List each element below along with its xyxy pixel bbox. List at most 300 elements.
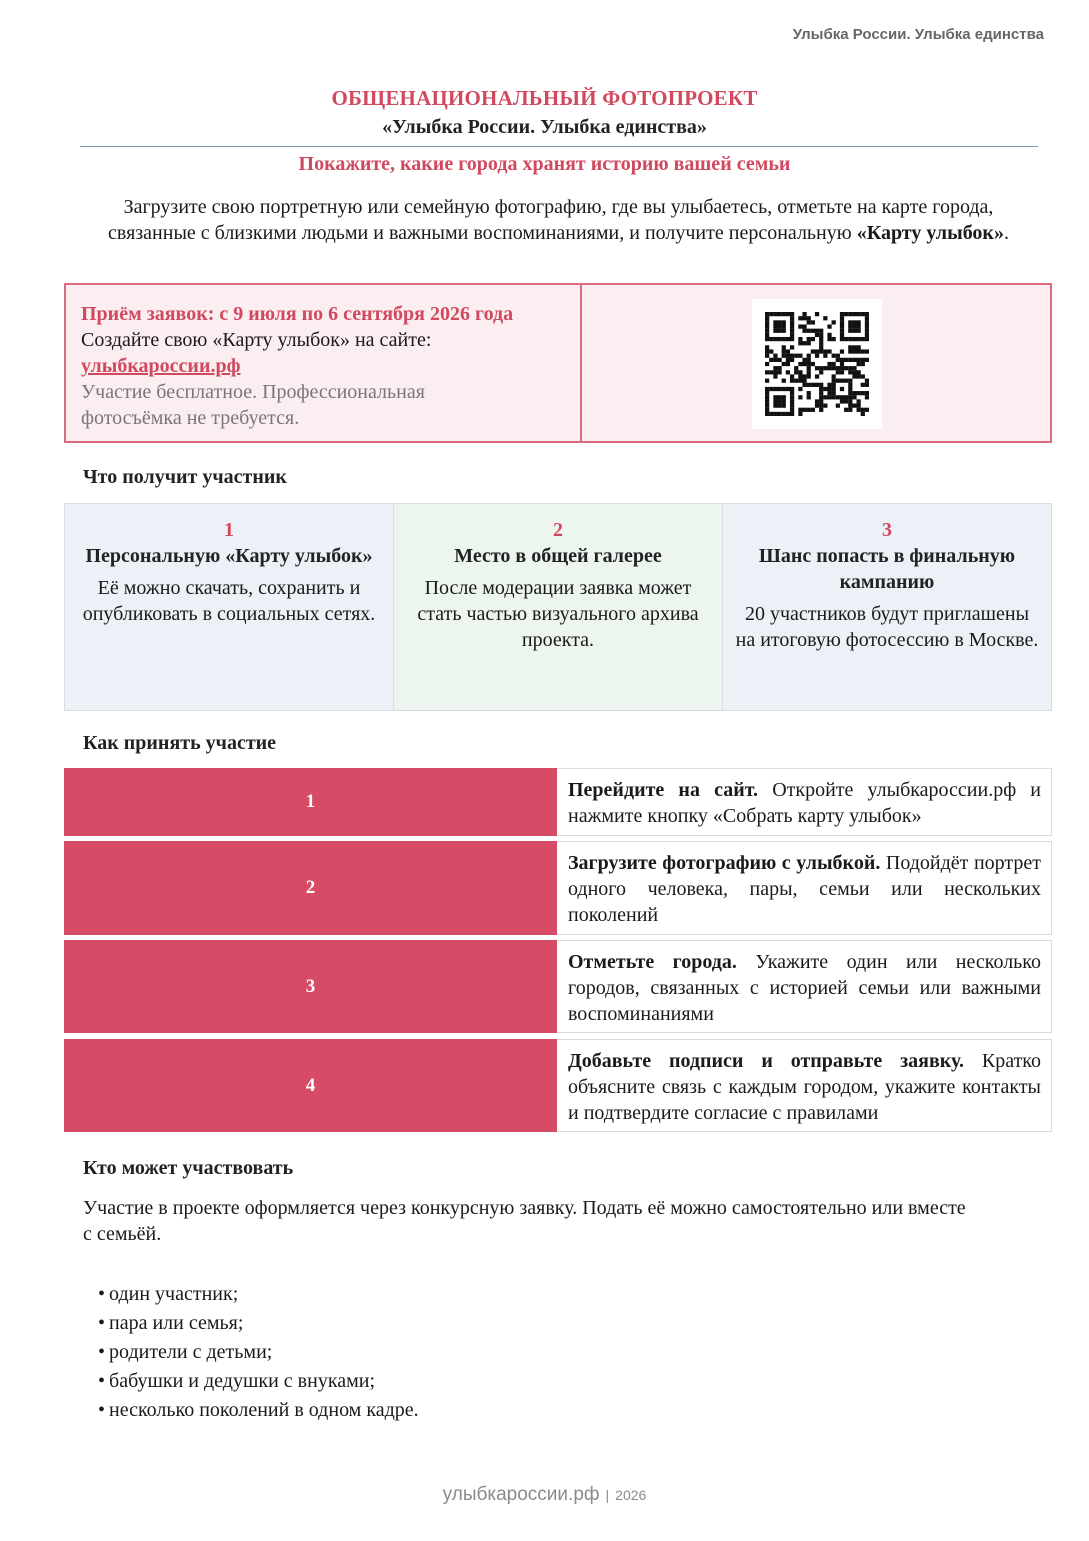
qr-module xyxy=(773,404,777,408)
qr-module xyxy=(836,370,840,374)
qr-module xyxy=(840,399,844,403)
step-text xyxy=(557,841,1052,935)
qr-module xyxy=(807,374,811,378)
qr-module xyxy=(865,337,869,341)
qr-module xyxy=(852,391,856,395)
qr-module xyxy=(802,312,806,316)
qr-module xyxy=(765,379,769,383)
qr-module xyxy=(786,412,790,416)
benefit-title: Место в общей галерее xyxy=(454,545,662,567)
step-title: Перейдите на сайт. xyxy=(568,779,759,801)
qr-module xyxy=(777,395,781,399)
qr-module xyxy=(844,312,848,316)
qr-module xyxy=(777,320,781,324)
qr-module xyxy=(827,383,831,387)
list-item: • один участник; xyxy=(98,1280,419,1309)
qr-module xyxy=(840,358,844,362)
qr-module xyxy=(844,358,848,362)
qr-module xyxy=(807,383,811,387)
qr-module xyxy=(832,379,836,383)
qr-module xyxy=(836,354,840,358)
qr-module xyxy=(798,316,802,320)
qr-module xyxy=(765,349,769,353)
qr-module xyxy=(802,329,806,333)
step-number: 4 xyxy=(64,1039,557,1132)
qr-module xyxy=(777,312,781,316)
qr-module xyxy=(852,345,856,349)
qr-module xyxy=(782,399,786,403)
site-link[interactable]: улыбкароссии.рф xyxy=(81,355,241,377)
qr-module xyxy=(823,349,827,353)
qr-module xyxy=(865,333,869,337)
qr-code[interactable] xyxy=(752,299,882,429)
qr-module xyxy=(827,395,831,399)
qr-module xyxy=(819,329,823,333)
qr-module xyxy=(790,404,794,408)
qr-module xyxy=(861,412,865,416)
qr-module xyxy=(832,391,836,395)
qr-module xyxy=(765,320,769,324)
benefit-number: 2 xyxy=(553,519,563,541)
qr-module xyxy=(769,349,773,353)
qr-module xyxy=(861,362,865,366)
step-title: Отметьте города. xyxy=(568,951,737,973)
qr-module xyxy=(852,349,856,353)
qr-module xyxy=(773,358,777,362)
footer-site[interactable]: улыбкароссии.рф xyxy=(442,1484,600,1505)
qr-module xyxy=(819,391,823,395)
qr-module xyxy=(815,399,819,403)
qr-module xyxy=(807,395,811,399)
list-item: • бабушки и дедушки с внуками; xyxy=(98,1367,419,1396)
qr-module xyxy=(852,320,856,324)
qr-module xyxy=(773,329,777,333)
qr-module xyxy=(857,404,861,408)
qr-module xyxy=(777,337,781,341)
benefit-text xyxy=(733,601,1041,653)
qr-module xyxy=(790,354,794,358)
qr-module xyxy=(819,399,823,403)
qr-module xyxy=(815,312,819,316)
qr-module xyxy=(782,337,786,341)
qr-module xyxy=(802,374,806,378)
qr-module xyxy=(827,391,831,395)
qr-module xyxy=(790,337,794,341)
qr-module xyxy=(840,395,844,399)
qr-module xyxy=(852,337,856,341)
qr-module xyxy=(765,329,769,333)
qr-module xyxy=(802,383,806,387)
qr-module xyxy=(852,374,856,378)
qr-module xyxy=(790,412,794,416)
qr-module xyxy=(840,370,844,374)
qr-module xyxy=(769,387,773,391)
qr-module xyxy=(798,362,802,366)
qr-module xyxy=(765,412,769,416)
qr-module xyxy=(865,324,869,328)
qr-module xyxy=(782,404,786,408)
qr-module xyxy=(823,354,827,358)
qr-module xyxy=(844,399,848,403)
qr-module xyxy=(844,337,848,341)
qr-module xyxy=(790,387,794,391)
qr-module xyxy=(790,408,794,412)
qr-module xyxy=(819,333,823,337)
qr-module xyxy=(790,312,794,316)
qr-module xyxy=(836,379,840,383)
qr-module xyxy=(857,345,861,349)
qr-module xyxy=(827,324,831,328)
qr-module xyxy=(807,341,811,345)
qr-module xyxy=(769,312,773,316)
qr-module xyxy=(777,399,781,403)
who-text-line: Участие в проекте оформляется через конкурсную заявку. Подать её можно самостоятельно или вместе xyxy=(83,1197,966,1219)
qr-module xyxy=(840,337,844,341)
qr-module xyxy=(832,320,836,324)
qr-module xyxy=(798,395,802,399)
step-row xyxy=(64,841,1052,935)
qr-module xyxy=(790,320,794,324)
qr-module xyxy=(777,404,781,408)
qr-module xyxy=(852,324,856,328)
qr-module xyxy=(836,404,840,408)
qr-module xyxy=(840,320,844,324)
benefit-card xyxy=(723,504,1051,710)
qr-module xyxy=(773,320,777,324)
qr-module xyxy=(832,387,836,391)
qr-module xyxy=(827,387,831,391)
qr-module xyxy=(765,404,769,408)
qr-module xyxy=(773,366,777,370)
qr-module xyxy=(798,337,802,341)
benefit-card xyxy=(65,504,394,710)
qr-module xyxy=(786,362,790,366)
qr-module xyxy=(773,312,777,316)
qr-module xyxy=(861,358,865,362)
step-description: Откройте улыбкароссии.рф и нажмите кнопку «Собрать карту улыбок» xyxy=(568,779,1042,827)
note-text: Участие бесплатное. Профессиональная фотосъёмка не требуется. xyxy=(81,381,425,429)
qr-module xyxy=(782,387,786,391)
qr-module xyxy=(773,387,777,391)
qr-module xyxy=(790,391,794,395)
qr-module xyxy=(857,312,861,316)
qr-module xyxy=(794,354,798,358)
qr-module xyxy=(815,349,819,353)
qr-module xyxy=(844,395,848,399)
qr-module xyxy=(852,395,856,399)
step-description: Подойдёт портрет одного человека, пары, семьи или нескольких поколений xyxy=(568,852,1041,926)
qr-module xyxy=(790,399,794,403)
qr-module xyxy=(798,374,802,378)
qr-module xyxy=(802,408,806,412)
qr-module xyxy=(777,366,781,370)
qr-module xyxy=(848,404,852,408)
qr-module xyxy=(819,408,823,412)
qr-module xyxy=(802,324,806,328)
qr-module xyxy=(827,349,831,353)
footer-year: 2026 xyxy=(615,1487,647,1503)
qr-module xyxy=(765,337,769,341)
qr-module xyxy=(836,358,840,362)
page-subtitle: «Улыбка России. Улыбка единства» xyxy=(382,116,707,138)
qr-module xyxy=(765,345,769,349)
qr-module xyxy=(865,320,869,324)
qr-module xyxy=(848,366,852,370)
qr-module xyxy=(786,312,790,316)
steps-heading: Как принять участие xyxy=(83,732,277,754)
qr-module xyxy=(769,412,773,416)
step-text xyxy=(557,1039,1052,1132)
qr-module xyxy=(848,391,852,395)
qr-module xyxy=(790,333,794,337)
qr-module xyxy=(827,366,831,370)
qr-module xyxy=(790,316,794,320)
qr-module xyxy=(765,324,769,328)
info-box xyxy=(64,283,1052,443)
qr-module xyxy=(819,387,823,391)
info-text-cell xyxy=(66,285,582,441)
qr-module xyxy=(848,358,852,362)
qr-module xyxy=(773,374,777,378)
qr-module xyxy=(811,383,815,387)
qr-module xyxy=(844,379,848,383)
page-title: ОБЩЕНАЦИОНАЛЬНЫЙ ФОТОПРОЕКТ xyxy=(331,86,758,110)
step-number: 3 xyxy=(64,940,557,1033)
who-list xyxy=(98,1280,419,1425)
list-item: • пара или семья; xyxy=(98,1309,419,1338)
qr-module xyxy=(782,395,786,399)
qr-module xyxy=(802,379,806,383)
qr-module xyxy=(773,324,777,328)
qr-module xyxy=(782,312,786,316)
qr-module xyxy=(794,379,798,383)
who-paragraph xyxy=(83,1195,1038,1247)
qr-module xyxy=(857,408,861,412)
qr-module xyxy=(848,408,852,412)
qr-module xyxy=(782,354,786,358)
qr-module xyxy=(807,316,811,320)
qr-module xyxy=(848,329,852,333)
qr-module xyxy=(773,399,777,403)
intro-end: . xyxy=(1003,222,1009,244)
qr-module xyxy=(811,329,815,333)
qr-module xyxy=(786,349,790,353)
qr-module xyxy=(790,345,794,349)
qr-module xyxy=(844,366,848,370)
qr-module xyxy=(790,329,794,333)
qr-module xyxy=(819,395,823,399)
qr-module xyxy=(765,408,769,412)
qr-module xyxy=(765,387,769,391)
who-heading: Кто может участвовать xyxy=(83,1157,294,1179)
qr-module xyxy=(865,408,869,412)
qr-module xyxy=(798,341,802,345)
qr-module xyxy=(765,395,769,399)
qr-module xyxy=(790,324,794,328)
qr-module xyxy=(807,320,811,324)
qr-module xyxy=(865,395,869,399)
qr-module xyxy=(815,404,819,408)
step-description: Кратко объясните связь с каждым городом, укажите контакты и подтвердите согласие с правилами xyxy=(568,1050,1042,1124)
qr-module xyxy=(819,345,823,349)
step-description: Укажите один или несколько городов, связанных с историей семьи или важными воспоминаниями xyxy=(568,951,1041,1025)
qr-module xyxy=(802,316,806,320)
deadline-text: Приём заявок: с 9 июля по 6 сентября 2026 года xyxy=(81,303,514,325)
header-divider xyxy=(80,146,1038,147)
qr-module xyxy=(848,399,852,403)
benefit-number: 1 xyxy=(224,519,234,541)
qr-module xyxy=(819,383,823,387)
qr-module xyxy=(861,337,865,341)
qr-module xyxy=(865,329,869,333)
intro-text: Загрузите свою портретную или семейную фотографию, где вы улыбаетесь, отметьте на карте города, связанные с близкими людьми и важными воспоминаниями, и получите персональную xyxy=(108,196,994,244)
qr-module xyxy=(794,366,798,370)
qr-module xyxy=(840,333,844,337)
intro-bold: «Карту улыбок» xyxy=(856,222,1004,244)
qr-module xyxy=(852,312,856,316)
qr-module xyxy=(857,320,861,324)
qr-module xyxy=(765,362,769,366)
qr-module xyxy=(832,383,836,387)
qr-module xyxy=(815,333,819,337)
qr-module xyxy=(769,337,773,341)
benefit-title: Шанс попасть в финальную кампанию xyxy=(758,545,1016,593)
qr-module xyxy=(815,383,819,387)
qr-module xyxy=(798,354,802,358)
qr-module xyxy=(773,395,777,399)
qr-module xyxy=(807,337,811,341)
qr-module xyxy=(848,383,852,387)
benefit-text-line: на итоговую фотосессию в Москве. xyxy=(735,629,1039,651)
qr-module xyxy=(786,337,790,341)
qr-module xyxy=(786,358,790,362)
qr-module xyxy=(865,379,869,383)
qr-module xyxy=(848,320,852,324)
qr-module xyxy=(819,337,823,341)
qr-module xyxy=(786,370,790,374)
tagline: Покажите, какие города хранят историю вашей семьи xyxy=(298,153,791,175)
qr-module xyxy=(827,333,831,337)
qr-module xyxy=(865,391,869,395)
qr-module xyxy=(777,329,781,333)
qr-module xyxy=(832,337,836,341)
qr-module xyxy=(857,374,861,378)
qr-module xyxy=(832,395,836,399)
qr-module xyxy=(861,349,865,353)
qr-module xyxy=(865,349,869,353)
qr-module xyxy=(782,329,786,333)
qr-module xyxy=(865,316,869,320)
qr-module xyxy=(852,370,856,374)
qr-module xyxy=(857,370,861,374)
qr-module xyxy=(798,379,802,383)
qr-module xyxy=(777,412,781,416)
qr-module xyxy=(782,379,786,383)
qr-module xyxy=(815,354,819,358)
step-number: 2 xyxy=(64,841,557,935)
qr-module xyxy=(782,345,786,349)
qr-module xyxy=(823,404,827,408)
qr-module xyxy=(857,337,861,341)
benefits-heading: Что получит участник xyxy=(83,466,287,488)
qr-module xyxy=(782,412,786,416)
qr-module xyxy=(823,366,827,370)
qr-module xyxy=(769,370,773,374)
qr-module xyxy=(861,374,865,378)
qr-module xyxy=(798,412,802,416)
qr-module xyxy=(823,387,827,391)
qr-module xyxy=(848,379,852,383)
qr-module xyxy=(840,324,844,328)
qr-module xyxy=(765,312,769,316)
qr-module xyxy=(848,395,852,399)
qr-code-icon xyxy=(765,312,869,416)
step-row xyxy=(64,1039,1052,1132)
step-text xyxy=(557,940,1052,1033)
qr-module xyxy=(777,358,781,362)
qr-module xyxy=(807,362,811,366)
qr-module xyxy=(786,387,790,391)
qr-module xyxy=(840,316,844,320)
qr-module xyxy=(802,362,806,366)
qr-module xyxy=(773,354,777,358)
qr-module xyxy=(848,324,852,328)
qr-module xyxy=(782,320,786,324)
step-title: Загрузите фотографию с улыбкой. xyxy=(568,852,881,874)
list-item: • несколько поколений в одном кадре. xyxy=(98,1396,419,1425)
who-text-line: с семьёй. xyxy=(83,1223,162,1245)
qr-module xyxy=(836,395,840,399)
qr-module xyxy=(861,383,865,387)
qr-module xyxy=(857,399,861,403)
qr-module xyxy=(857,324,861,328)
qr-module xyxy=(807,354,811,358)
qr-module xyxy=(794,370,798,374)
benefit-card xyxy=(394,504,723,710)
qr-module xyxy=(848,312,852,316)
qr-module xyxy=(861,312,865,316)
qr-module xyxy=(807,370,811,374)
qr-module xyxy=(790,374,794,378)
qr-module xyxy=(819,366,823,370)
qr-module xyxy=(811,349,815,353)
qr-module xyxy=(861,391,865,395)
benefit-text: Её можно скачать, сохранить и опубликовать в социальных сетях. xyxy=(82,577,376,625)
qr-module xyxy=(857,349,861,353)
benefits-grid xyxy=(64,503,1052,711)
qr-module xyxy=(840,349,844,353)
qr-module xyxy=(802,358,806,362)
qr-module xyxy=(773,370,777,374)
qr-module xyxy=(852,358,856,362)
qr-module xyxy=(807,391,811,395)
step-row xyxy=(64,940,1052,1033)
qr-module xyxy=(852,404,856,408)
qr-module xyxy=(782,349,786,353)
qr-module xyxy=(857,329,861,333)
qr-module xyxy=(865,383,869,387)
qr-module xyxy=(865,358,869,362)
qr-module xyxy=(777,324,781,328)
benefit-text-line: 20 участников будут приглашены xyxy=(744,603,1030,625)
qr-module xyxy=(765,391,769,395)
qr-module xyxy=(798,387,802,391)
qr-module xyxy=(811,337,815,341)
qr-module xyxy=(819,370,823,374)
qr-module xyxy=(807,408,811,412)
qr-module xyxy=(827,362,831,366)
qr-module xyxy=(836,366,840,370)
